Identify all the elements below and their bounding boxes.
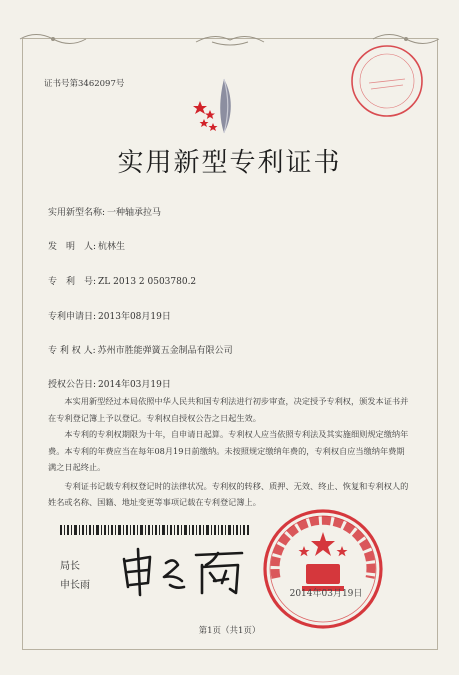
director-signature-icon: [118, 545, 248, 597]
field-inventor: [48, 239, 125, 252]
ornament-left-icon: [18, 30, 88, 48]
field-label: 专 利 权 人:: [48, 346, 96, 356]
field-label: 专 利 号:: [48, 277, 97, 287]
director-name: 申长雨: [60, 580, 90, 591]
field-label: 授权公告日:: [48, 380, 97, 390]
body-paragraph: 本专利的专利权期限为十年，自申请日起算。专利权人应当依照专利法及其实施细则规定缴纳年费。本专利的年费应当在每年08月19日前缴纳。未按照规定缴纳年费的，专利权自应当缴纳年费期满之日起终止。: [48, 429, 409, 472]
field-label: 发 明 人:: [48, 242, 97, 252]
seal-date: 2014年03月19日: [289, 589, 363, 599]
national-ip-office-seal-icon: [262, 508, 384, 630]
field-value: ZL 2013 2 0503780.2: [98, 277, 197, 287]
field-patent-number: [48, 274, 196, 287]
barcode-icon: [60, 525, 250, 535]
body-paragraph: 本实用新型经过本局依照中华人民共和国专利法进行初步审查，决定授予专利权，颁发本证书并在专利登记簿上予以登记。专利权自授权公告之日起生效。: [48, 396, 409, 423]
field-label: 实用新型名称:: [48, 208, 106, 218]
certificate-body: [48, 393, 412, 511]
agency-stamp-icon: [349, 43, 425, 119]
field-value: 苏州市胜能弹簧五金制品有限公司: [97, 346, 233, 356]
field-value: 一种轴承拉马: [107, 208, 162, 218]
certificate-number: 证书号第3462097号: [44, 79, 125, 89]
field-value: 2013年08月19日: [98, 312, 171, 322]
field-grant-date: [48, 377, 171, 390]
field-patentee: [48, 343, 233, 356]
ornament-center-icon: [194, 30, 266, 48]
field-filing-date: [48, 309, 171, 322]
director-title: 局长: [60, 561, 80, 572]
field-value: 杭林生: [98, 242, 126, 252]
field-utility-model-name: [48, 205, 161, 218]
certificate-title: 实用新型专利证书: [117, 148, 342, 178]
field-value: 2014年03月19日: [98, 380, 171, 390]
page-number: 第1页（共1页）: [198, 626, 261, 636]
patent-office-emblem-icon: [190, 75, 248, 137]
body-paragraph: 专利证书记载专利权登记时的法律状况。专利权的转移、质押、无效、终止、恢复和专利权人的姓名或名称、国籍、地址变更等事项记载在专利登记簿上。: [48, 480, 409, 507]
field-label: 专利申请日:: [48, 312, 97, 322]
